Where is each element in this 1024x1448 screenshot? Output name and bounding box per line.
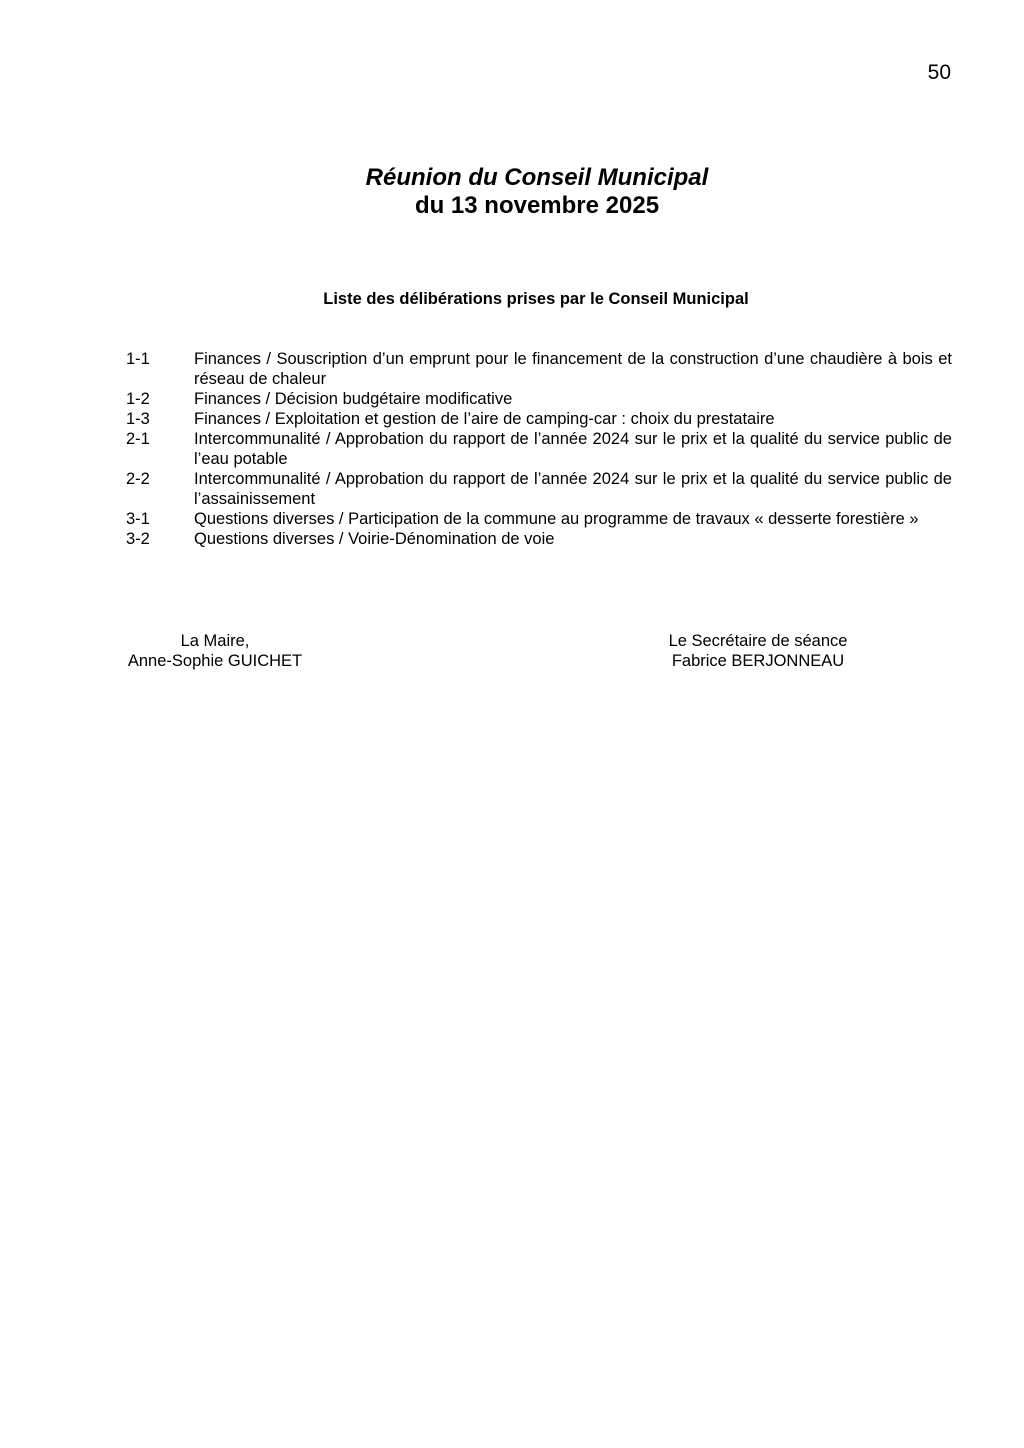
item-number: 3-2: [126, 530, 150, 548]
item-text: Intercommunalité / Approbation du rapport de l’année 2024 sur le prix et la qualité du service public de l’assainissement: [194, 470, 952, 508]
list-item: [126, 409, 952, 429]
item-text: Finances / Décision budgétaire modificative: [194, 390, 513, 408]
page-number: 50: [927, 61, 951, 84]
item-text: Finances / Souscription d’un emprunt pour le financement de la construction d’une chaudière à bois et réseau de chaleur: [194, 350, 952, 388]
list-item: [126, 389, 952, 409]
document-title: [0, 164, 1024, 220]
signature-role: La Maire,: [180, 632, 250, 650]
list-item: [126, 429, 952, 469]
item-number: 1-3: [126, 410, 150, 428]
signature-role: Le Secrétaire de séance: [668, 632, 848, 650]
item-text: Finances / Exploitation et gestion de l’aire de camping-car : choix du prestataire: [194, 410, 775, 428]
item-number: 1-2: [126, 390, 150, 408]
list-heading: Liste des délibérations prises par le Conseil Municipal: [323, 290, 749, 308]
item-number: 1-1: [126, 350, 150, 368]
item-number: 3-1: [126, 510, 150, 528]
item-text: Questions diverses / Voirie-Dénomination de voie: [194, 530, 555, 548]
signature-name: Anne-Sophie GUICHET: [127, 652, 303, 670]
title-line-1: Réunion du Conseil Municipal: [365, 164, 709, 191]
title-line-2: du 13 novembre 2025: [414, 192, 660, 219]
item-text: Intercommunalité / Approbation du rapport de l’année 2024 sur le prix et la qualité du service public de l’eau potable: [194, 430, 952, 468]
list-item: [126, 349, 952, 389]
item-number: 2-2: [126, 470, 150, 488]
deliberations-list: [126, 349, 952, 549]
list-item: [126, 529, 952, 549]
item-number: 2-1: [126, 430, 150, 448]
signature-mayor: [110, 631, 320, 671]
list-item: [126, 469, 952, 509]
item-text: Questions diverses / Participation de la commune au programme de travaux « desserte forestière »: [194, 510, 919, 528]
list-item: [126, 509, 952, 529]
signature-secretary: [648, 631, 868, 671]
signature-name: Fabrice BERJONNEAU: [671, 652, 845, 670]
